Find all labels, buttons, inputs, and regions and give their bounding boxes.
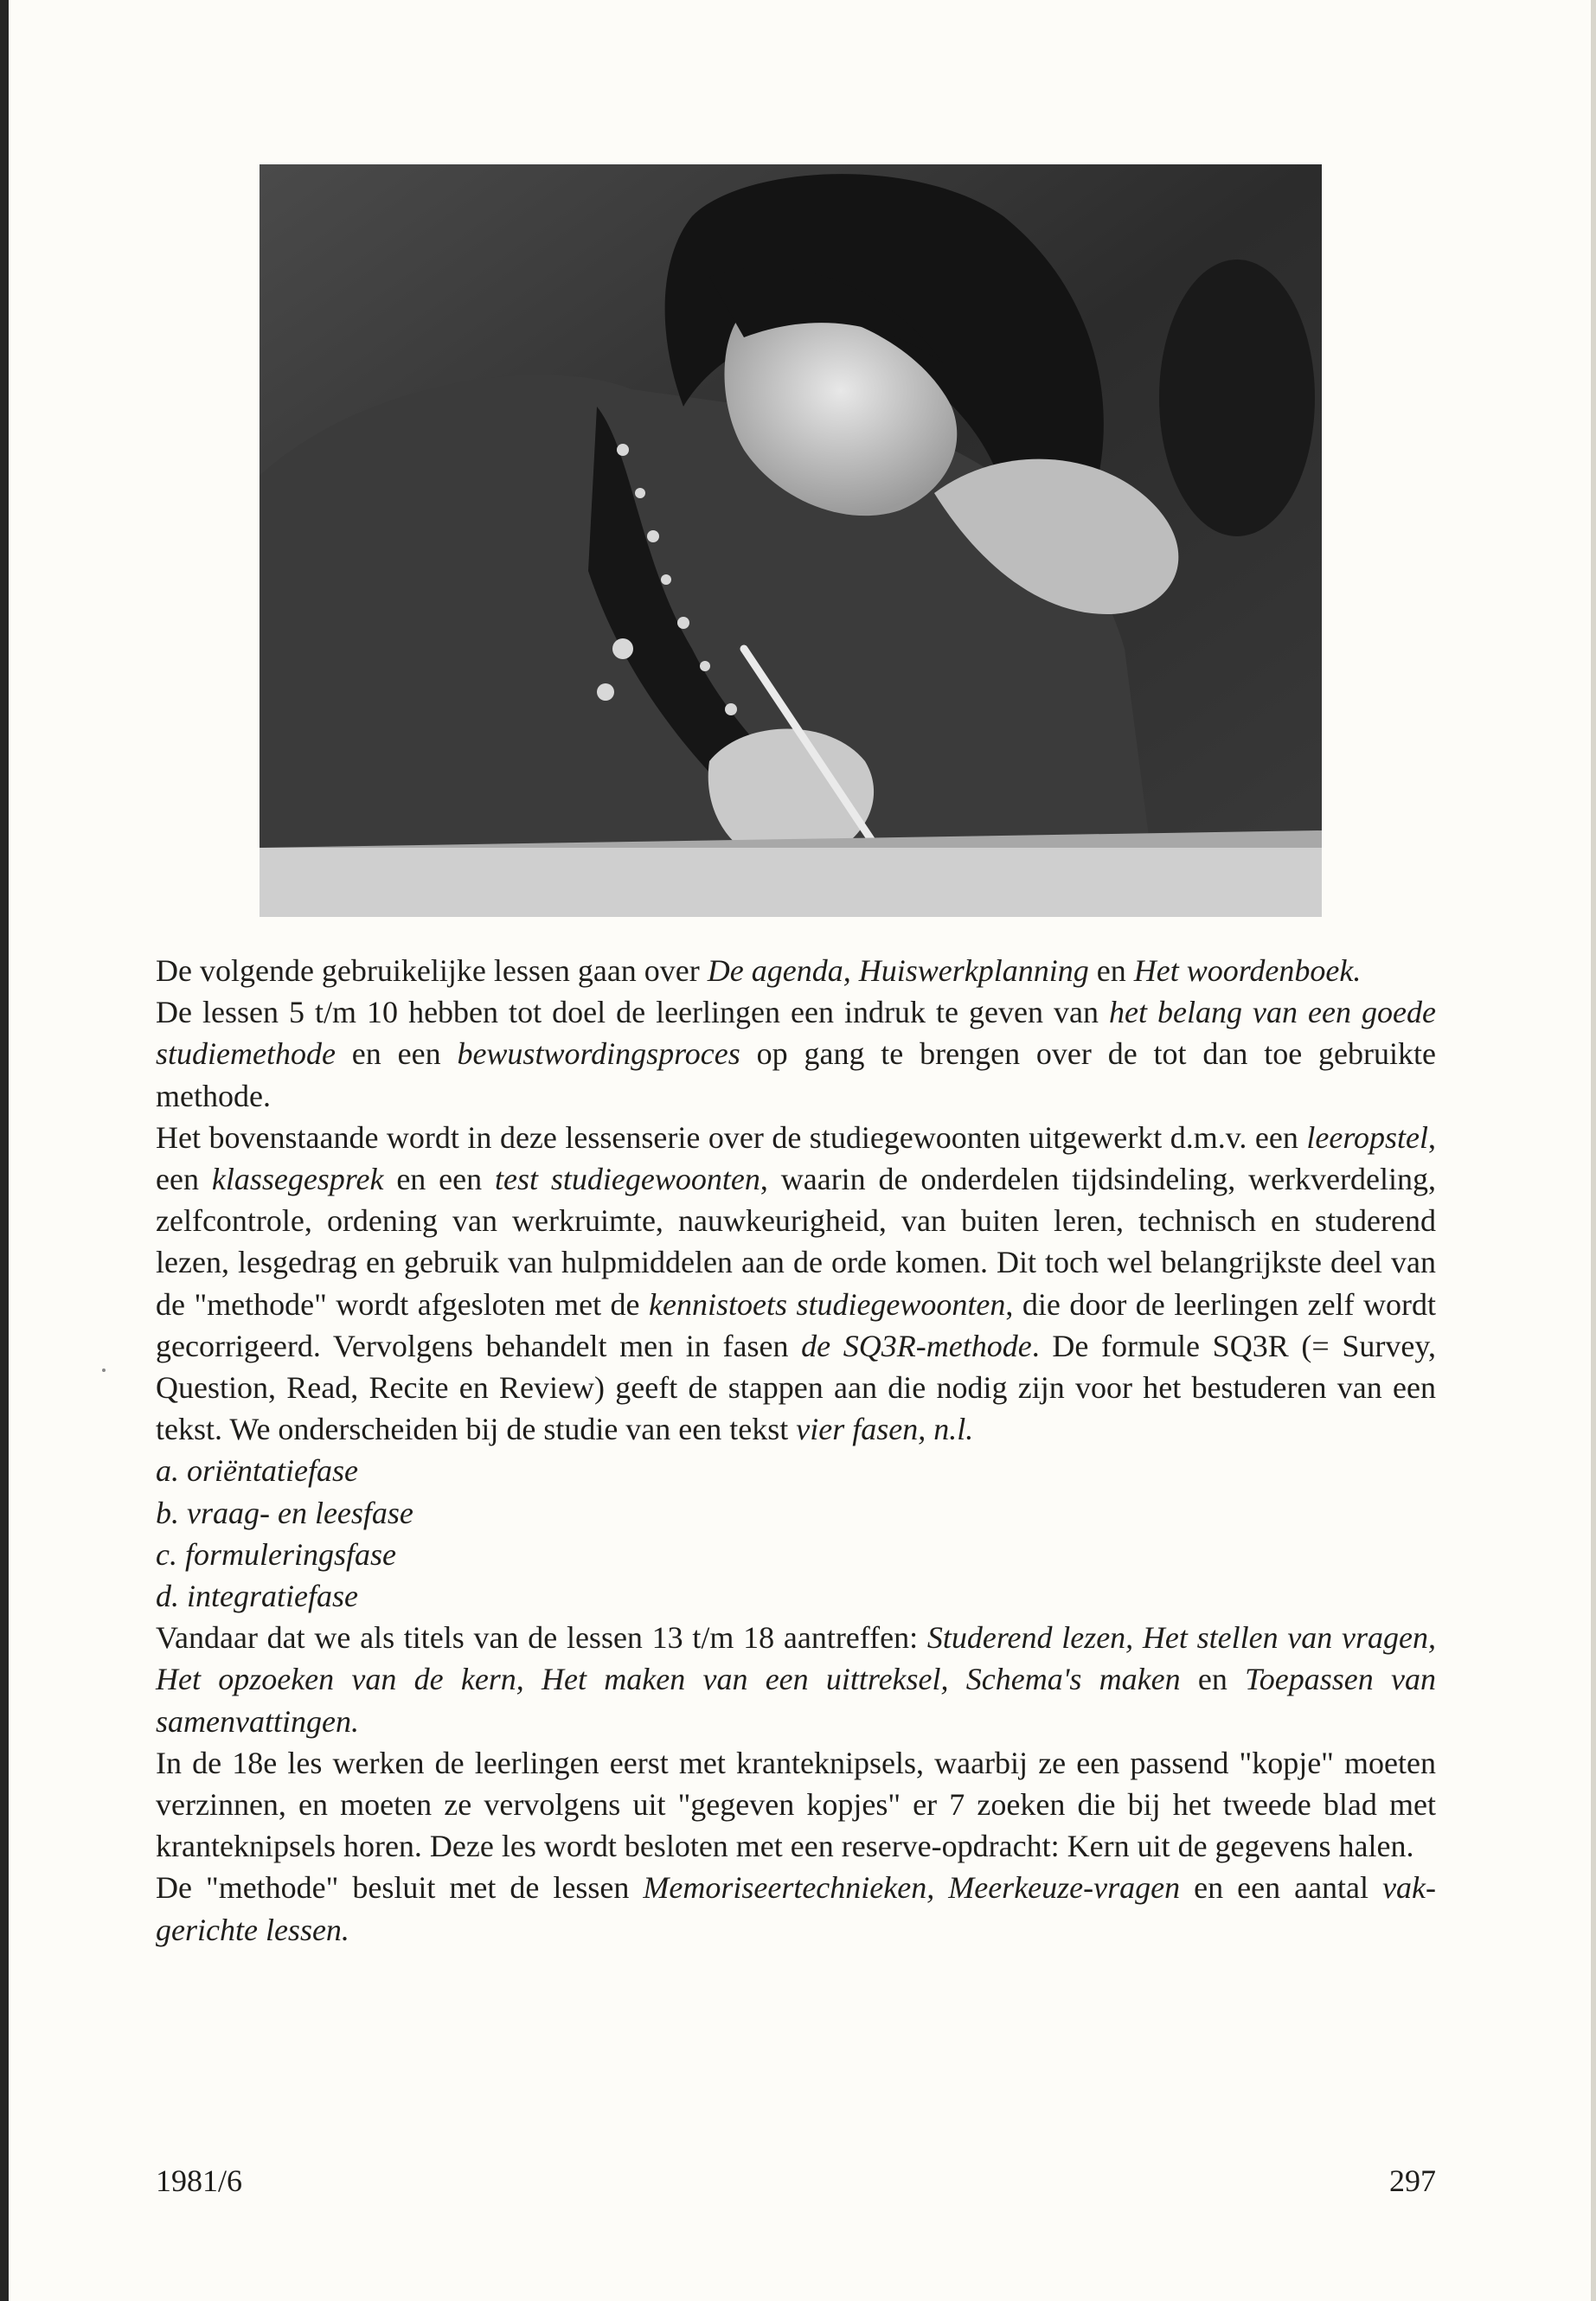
text-segment: Het bovenstaande wordt in deze lessenserie over de studiegewoonten uitgewerkt d.m.v. een (156, 1119, 1307, 1155)
list-item-label: c. formuleringsfase (156, 1536, 396, 1572)
page-footer (156, 2163, 1436, 2206)
paragraph (156, 1867, 1436, 1950)
paragraph (156, 1117, 1436, 1451)
text-segment: op gang te brengen over de tot dan toe gebruikte methode. (156, 1036, 1437, 1113)
italic-text: Studerend lezen, Het stellen van vragen, Het opzoeken van de kern, Het maken van een uittreksel, Schema's maken (156, 1620, 1436, 1697)
text-segment: De "methode" besluit met de lessen (156, 1870, 644, 1906)
italic-text: Toepassen van samenvattingen. (156, 1662, 1437, 1739)
text-segment: De lessen 5 t/m 10 hebben tot doel de leerlingen een indruk te geven van (156, 995, 1110, 1030)
phase-list (156, 1450, 1436, 1617)
text-segment: , waarin de onderdelen tijdsindeling, werkverdeling, zelfcontrole, ordening van werkruimte, nauwkeurigheid, van buiten leren, technisch en studerend lezen, lesgedrag en gebruik van hulpmiddelen aan de orde komen. Dit toch wel belangrijkste deel van de "methode" wordt afgesloten met de (156, 1162, 1436, 1322)
paragraphs-before-list (156, 950, 1436, 1450)
scan-speck (102, 1368, 106, 1372)
paragraphs-after-list (156, 1617, 1436, 1951)
list-item-label: d. integratiefase (156, 1579, 358, 1614)
paragraph (156, 991, 1436, 1117)
italic-text: bewustwordingsproces (457, 1036, 740, 1072)
text-segment: en een aantal (1180, 1870, 1383, 1906)
italic-text: vier fasen, n.l. (796, 1412, 974, 1447)
italic-text: De agenda, Huiswerkplanning (707, 953, 1089, 988)
student-writing-photo (260, 164, 1322, 917)
paragraph (156, 1742, 1436, 1868)
italic-text: het belang van een goede studiemethode (156, 995, 1436, 1072)
italic-text: Memoriseertechnieken, Meerkeuze-vragen (643, 1870, 1181, 1906)
scan-edge-right (1591, 0, 1596, 2301)
text-segment: en (1180, 1662, 1246, 1697)
text-segment: In de 18e les werken de leerlingen eerst met kranteknipsels, waarbij ze een passend "kopje" moeten verzinnen, en moeten ze vervolgens uit "gegeven kopjes" er 7 zoeken die bij het tweede blad met kranteknipsels horen. Deze les wordt besloten met een reserve-opdracht: Kern uit de gegevens halen. (156, 1745, 1436, 1864)
italic-text: klassegesprek (211, 1162, 384, 1197)
italic-text: vak-gerichte lessen. (156, 1870, 1437, 1947)
text-segment: , die door de leerlingen zelf wordt gecorrigeerd. Vervolgens behandelt men in fasen (156, 1286, 1437, 1363)
paragraph (156, 950, 1436, 991)
text-segment: , een (156, 1119, 1436, 1197)
text-segment: en een (383, 1162, 496, 1197)
italic-text: test studiegewoonten (495, 1162, 760, 1197)
list-item (156, 1492, 1436, 1534)
text-segment: en (1088, 953, 1134, 988)
italic-text: kennistoets studiegewoonten (649, 1286, 1006, 1322)
italic-text: leeropstel (1306, 1119, 1428, 1155)
text-segment: De volgende gebruikelijke lessen gaan over (156, 953, 708, 988)
text-segment: en een (335, 1036, 458, 1072)
article-body (156, 950, 1436, 1951)
scan-edge-left (0, 0, 9, 2301)
list-item-label: a. oriëntatiefase (156, 1453, 358, 1489)
italic-text: Het woordenboek. (1133, 953, 1362, 988)
issue-number: 1981/6 (156, 2163, 243, 2198)
list-item (156, 1575, 1436, 1617)
text-segment: Vandaar dat we als titels van de lessen 13 t/m 18 aantreffen: (156, 1620, 927, 1656)
list-item (156, 1450, 1436, 1491)
text-segment: . De formule SQ3R (= Survey, Question, Read, Recite en Review) geeft de stappen aan die nodig zijn voor het bestuderen van een tekst. We onderscheiden bij de studie van een tekst (156, 1328, 1436, 1447)
page-number: 297 (1389, 2163, 1436, 2198)
italic-text: de SQ3R-methode (801, 1328, 1032, 1363)
list-item-label: b. vraag- en leesfase (156, 1495, 413, 1530)
paragraph (156, 1617, 1436, 1742)
list-item (156, 1534, 1436, 1575)
